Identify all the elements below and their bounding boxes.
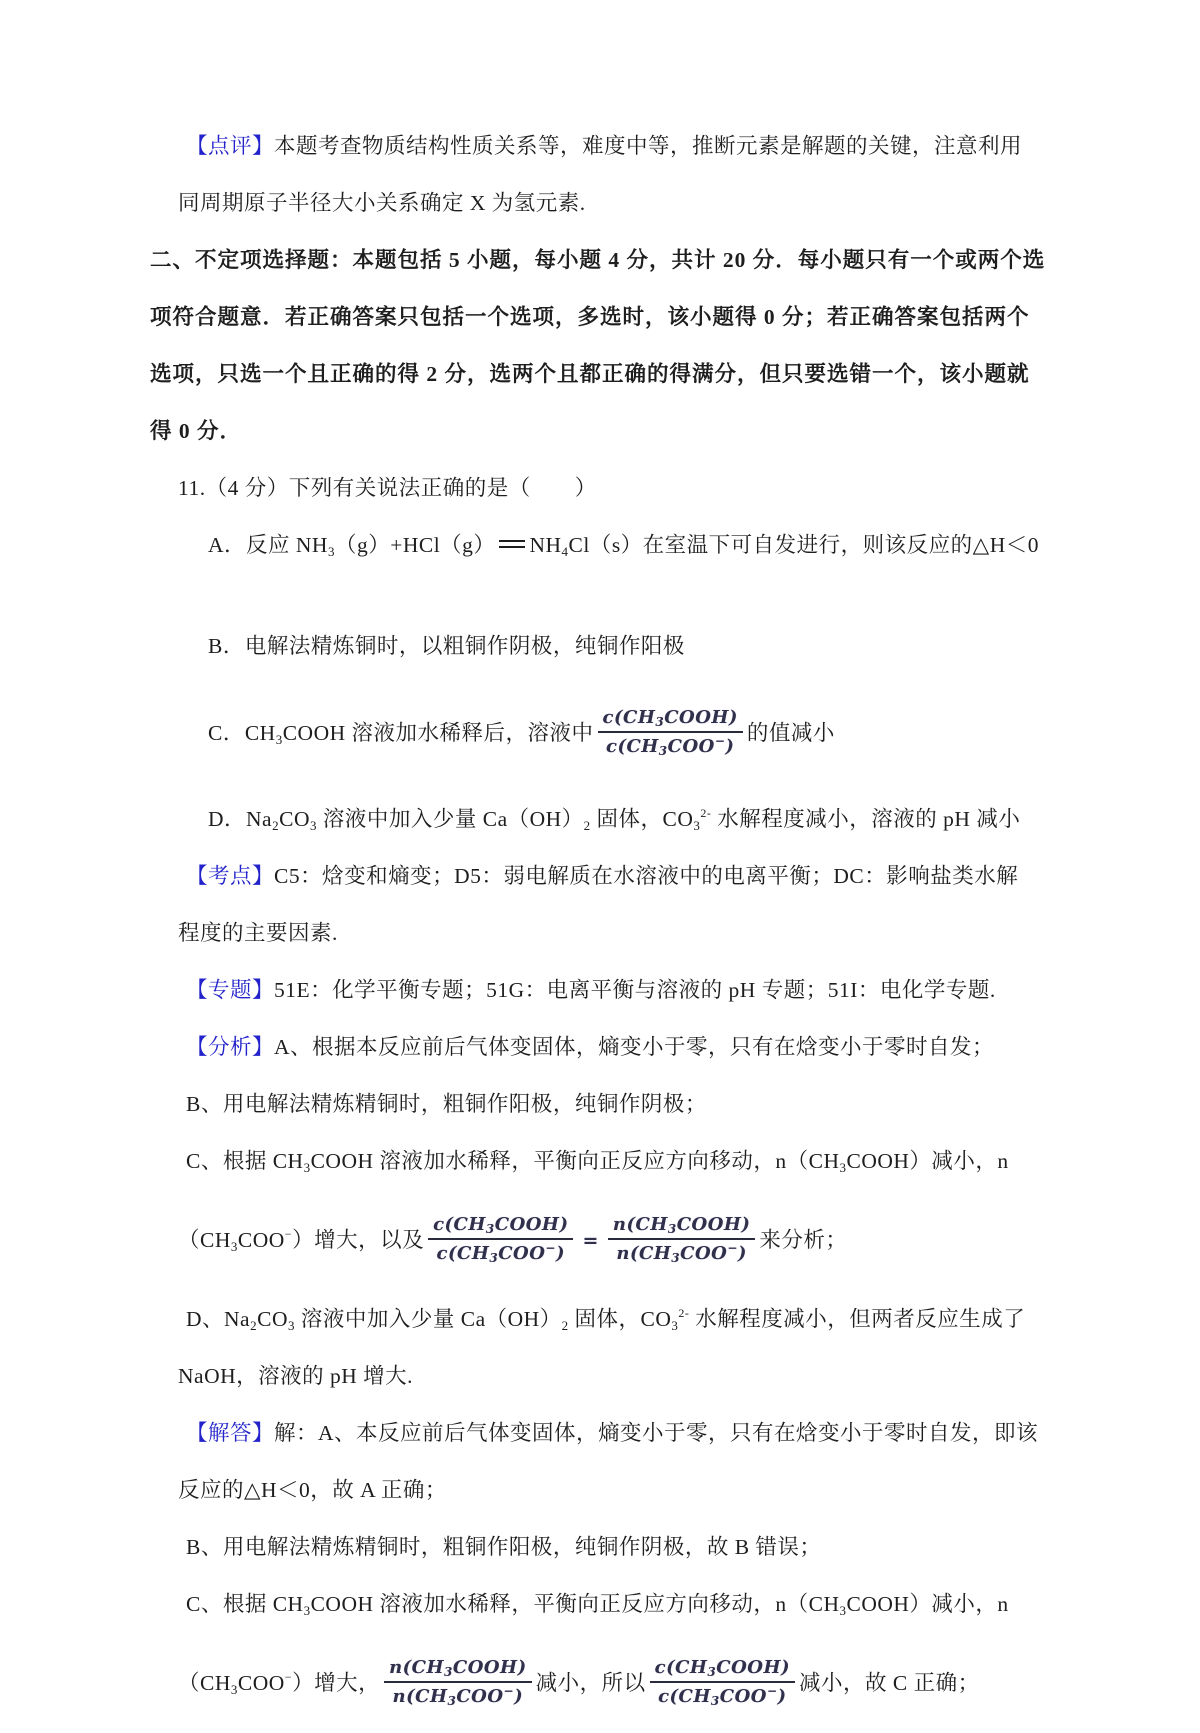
section-header-line: 项符合题意．若正确答案只包括一个选项，多选时，该小题得 0 分；若正确答案包括两个 (150, 305, 1030, 329)
math-fraction: $\frac{n(CH_3COOH)}{n(CH_3COO^-)}$ (608, 1213, 756, 1266)
option-d: D．$Na_2CO_3$ 溶液中加入少量 $Ca(OH)_2$ 固体，$CO_3^{2-}$ 水解程度减小，溶液的 pH 减小 (208, 806, 1021, 833)
zhuanti-line: 【专题】51E：化学平衡专题；51G：电离平衡与溶液的 pH 专题；51I：电化学专题. (186, 978, 996, 1002)
option-c: C．$CH_3COOH$ 溶液加水稀释后，溶液中 $\frac{c(CH_3COOH)}{c(CH_3COO^-)}$ 的值减小 (208, 706, 835, 759)
section-header-line: 选项，只选一个且正确的得 2 分，选两个且都正确的得满分，但只要选错一个，该小题就 (150, 362, 1030, 386)
kaodian-line: 【考点】C5：焓变和熵变；D5：弱电解质在水溶液中的电离平衡；DC：影响盐类水解 (186, 864, 1019, 888)
fenxi-line: NaOH，溶液的 pH 增大. (178, 1364, 414, 1388)
jieda-line: 【解答】解：A、本反应前后气体变固体，熵变小于零，只有在焓变小于零时自发，即该 (186, 1421, 1039, 1445)
blue-bracket-label: 【专题】 (186, 978, 275, 1002)
jieda-line: C、根据 $CH_3COOH$ 溶液加水稀释，平衡向正反应方向移动，$n(CH_3COOH)$减小，n (186, 1592, 1009, 1618)
fenxi-line: C、根据 $CH_3COOH$ 溶液加水稀释，平衡向正反应方向移动，$n(CH_3COOH)$减小，n (186, 1149, 1009, 1175)
math-fraction: $\frac{n(CH_3COOH)}{n(CH_3COO^-)}$ (384, 1656, 532, 1709)
blue-bracket-label: 【解答】 (186, 1421, 275, 1445)
question-stem: 11.（4 分）下列有关说法正确的是（ ） (178, 476, 597, 500)
zhuanti-block (150, 962, 1070, 1019)
kaodian-block (150, 848, 1070, 962)
review-block (150, 118, 1070, 232)
math-fraction: $\frac{c(CH_3COOH)}{c(CH_3COO^-)}$ (598, 706, 743, 759)
jieda-line: 反应的△H＜0，故 A 正确； (178, 1478, 447, 1502)
review-line: 同周期原子半径大小关系确定 X 为氢元素. (178, 191, 586, 215)
math-fraction: $\frac{c(CH_3COOH)}{c(CH_3COO^-)}$ (650, 1656, 795, 1709)
fenxi-block (150, 1019, 1070, 1405)
fenxi-line: D、$Na_2CO_3$ 溶液中加入少量 $Ca(OH)_2$ 固体，$CO_3^{2-}$ 水解程度减小，但两者反应生成了 (186, 1306, 1026, 1333)
section-header-line: 二、不定项选择题：本题包括 5 小题，每小题 4 分，共计 20 分．每小题只有一个或两个选 (150, 248, 1046, 272)
fenxi-line-formula: $(CH_3COO^-)$增大，以及 $\frac{c(CH_3COOH)}{c(CH_3COO^-)}$ = $\frac{n(CH_3COOH)}{n(CH_3COO^-)}$ 来分析； (178, 1213, 848, 1266)
jieda-line: B、用电解法精炼精铜时，粗铜作阳极，纯铜作阴极，故 B 错误； (186, 1535, 822, 1559)
reaction-equals-sign (499, 540, 525, 548)
jieda-block (150, 1405, 1070, 1733)
blue-bracket-label: 【分析】 (186, 1035, 275, 1059)
review-line: 【点评】本题考查物质结构性质关系等，难度中等，推断元素是解题的关键，注意利用 (186, 134, 1023, 158)
fenxi-line: 【分析】A、根据本反应前后气体变固体，熵变小于零，只有在焓变小于零时自发； (186, 1035, 995, 1059)
fenxi-line: B、用电解法精炼精铜时，粗铜作阳极，纯铜作阴极； (186, 1092, 707, 1116)
option-b: B．电解法精炼铜时，以粗铜作阴极，纯铜作阳极 (208, 634, 685, 658)
blue-bracket-label: 【点评】 (186, 134, 275, 158)
question-11 (150, 460, 1070, 848)
math-fraction: $\frac{c(CH_3COOH)}{c(CH_3COO^-)}$ (428, 1213, 573, 1266)
jieda-line-formula: $(CH_3COO^-)$增大， $\frac{n(CH_3COOH)}{n(CH_3COO^-)}$ 减小，所以 $\frac{c(CH_3COOH)}{c(CH_3COO^-)}$ 减小，故 C 正确； (178, 1656, 980, 1709)
section-header (150, 232, 1070, 460)
blue-bracket-label: 【考点】 (186, 864, 275, 888)
section-header-line: 得 0 分． (150, 419, 243, 443)
option-a: A．反应 $NH_3(g)+HCl(g)$ $NH_4Cl(s)$在室温下可自发进行，则该反应的△H＜0 (208, 533, 1039, 559)
kaodian-line: 程度的主要因素. (178, 921, 338, 945)
